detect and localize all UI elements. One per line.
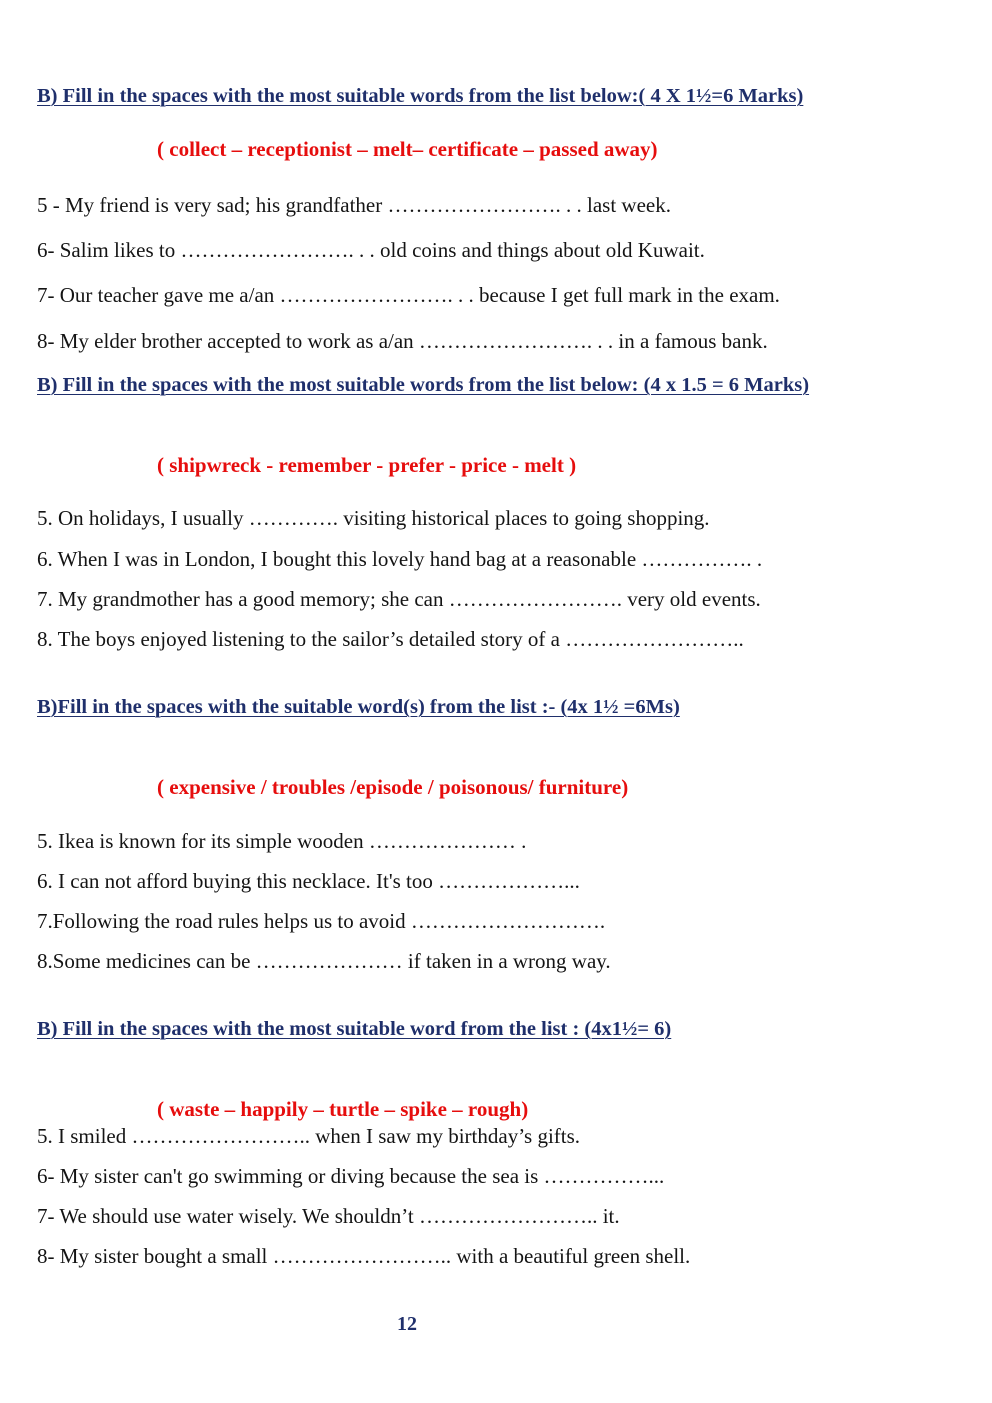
section-4-sentence-7: 7- We should use water wisely. We shouldn’t …………………….. it.	[37, 1204, 620, 1228]
section-3-word-list: ( expensive / troubles /episode / poisonous/ furniture)	[157, 775, 629, 799]
section-3-sentence-7: 7.Following the road rules helps us to avoid ……………………….	[37, 909, 606, 933]
section-2-sentence-5: 5. On holidays, I usually …………. visiting historical places to going shopping.	[37, 506, 710, 530]
page-number: 12	[397, 1313, 417, 1335]
section-4-sentence-5: 5. I smiled …………………….. when I saw my birthday’s gifts.	[37, 1124, 581, 1148]
section-2-sentence-7: 7. My grandmother has a good memory; she can ……………………. very old events.	[37, 587, 761, 611]
section-1-sentence-7: 7- Our teacher gave me a/an ……………………. . . because I get full mark in the exam.	[37, 283, 780, 307]
section-1-sentence-8: 8- My elder brother accepted to work as a/an ……………………. . . in a famous bank.	[37, 329, 768, 353]
section-2-sentence-6: 6. When I was in London, I bought this lovely hand bag at a reasonable ……………. .	[37, 547, 763, 571]
section-4-word-list: ( waste – happily – turtle – spike – rough)	[157, 1097, 529, 1121]
section-3-sentence-8: 8.Some medicines can be ………………… if taken in a wrong way.	[37, 949, 611, 973]
section-2-heading: B) Fill in the spaces with the most suitable words from the list below: (4 x 1.5 = 6 Marks)	[37, 374, 810, 396]
section-3-heading: B)Fill in the spaces with the suitable word(s) from the list :- (4x 1½ =6Ms)	[37, 696, 680, 718]
section-3-sentence-6: 6. I can not afford buying this necklace. It's too ………………...	[37, 869, 580, 893]
section-2-sentence-8: 8. The boys enjoyed listening to the sailor’s detailed story of a ……………………..	[37, 627, 744, 651]
section-1-sentence-6: 6- Salim likes to ……………………. . . old coins and things about old Kuwait.	[37, 238, 705, 262]
section-1-heading: B) Fill in the spaces with the most suitable words from the list below:( 4 X 1½=6 Marks)	[37, 85, 804, 107]
section-1-word-list: ( collect – receptionist – melt– certificate – passed away)	[157, 137, 658, 161]
section-1-sentence-5: 5 - My friend is very sad; his grandfather ……………………. . . last week.	[37, 193, 671, 217]
section-4-sentence-8: 8- My sister bought a small …………………….. with a beautiful green shell.	[37, 1244, 691, 1268]
section-4-heading: B) Fill in the spaces with the most suitable word from the list : (4x1½= 6)	[37, 1018, 672, 1040]
section-4-sentence-6: 6- My sister can't go swimming or diving because the sea is ……………...	[37, 1164, 665, 1188]
section-2-word-list: ( shipwreck - remember - prefer - price - melt )	[157, 453, 577, 477]
section-3-sentence-5: 5. Ikea is known for its simple wooden ………………… .	[37, 829, 527, 853]
